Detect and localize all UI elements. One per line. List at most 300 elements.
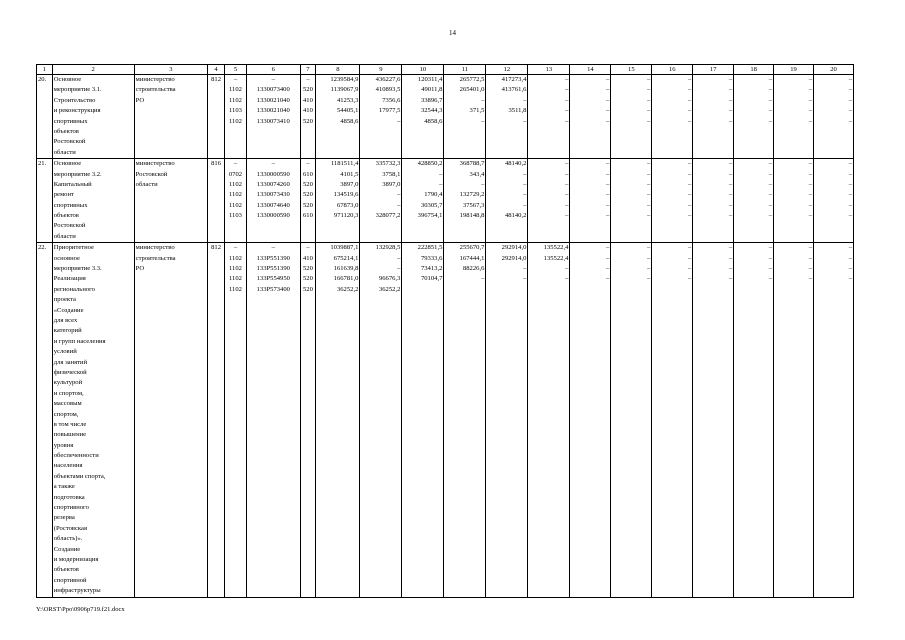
value-cell (734, 159, 774, 243)
value-line: 610 (302, 212, 313, 220)
value-line: – (523, 191, 527, 199)
executor-line: строительства (135, 86, 176, 94)
value-cell (402, 75, 444, 159)
value-line: – (687, 96, 692, 104)
activity-name-line: мероприятие 3.2. (53, 170, 102, 178)
value-line: 1330074640 (256, 201, 290, 209)
value-line: – (606, 265, 610, 273)
activity-name-line: области (53, 232, 76, 240)
value-line: – (397, 117, 401, 125)
activity-name-line: массовым (53, 400, 82, 408)
value-line: – (306, 244, 310, 252)
table-row (37, 75, 854, 159)
value-line: 1790,4 (424, 191, 443, 199)
header-cell: 7 (300, 65, 316, 75)
value-line: – (565, 201, 569, 209)
value-line: – (768, 107, 773, 115)
activity-name-line: спортивных (53, 201, 88, 209)
header-cell: 8 (316, 65, 360, 75)
value-cell (611, 159, 652, 243)
value-cell (486, 75, 528, 159)
value-line: – (808, 265, 812, 273)
activity-name-line: в том числе (53, 420, 87, 428)
value-cell (300, 159, 316, 243)
value-cell (316, 159, 360, 243)
value-line: – (687, 117, 692, 125)
value-line: – (687, 275, 692, 283)
value-line: – (728, 170, 733, 178)
value-line: – (728, 275, 733, 283)
value-line: 1102 (229, 265, 242, 273)
value-cell (360, 75, 402, 159)
value-cell (316, 243, 360, 597)
executor-line: министерство (135, 160, 175, 168)
value-line: – (848, 275, 852, 283)
value-line: – (848, 244, 852, 252)
header-cell: 5 (224, 65, 246, 75)
value-line: 428850,2 (417, 160, 443, 168)
activity-name-line: Капитальный (53, 180, 92, 188)
value-line: 265772,5 (459, 76, 485, 83)
value-line: 48140,2 (504, 212, 527, 220)
value-line: – (687, 244, 692, 252)
header-cell: 10 (402, 65, 444, 75)
value-cell (693, 75, 734, 159)
value-line: – (647, 86, 651, 94)
activity-name-line: мероприятие 3.1. (53, 86, 102, 94)
value-cell (652, 243, 693, 597)
activity-name-line: спортивного (53, 504, 89, 512)
row-number: 22. (37, 243, 53, 597)
header-cell: 20 (813, 65, 853, 75)
value-line: – (523, 180, 527, 188)
value-line: – (647, 180, 651, 188)
value-line: – (523, 117, 527, 125)
value-cell (528, 243, 570, 597)
value-line: – (848, 86, 852, 94)
header-cell: 11 (444, 65, 486, 75)
value-line: – (848, 170, 852, 178)
value-line: – (768, 180, 773, 188)
value-line: – (647, 170, 651, 178)
activity-name-line: Основное (53, 160, 82, 168)
value-line: 1330073430 (256, 191, 290, 199)
value-line: – (687, 107, 692, 115)
value-line: – (306, 160, 310, 168)
activity-name-line: для всех (53, 316, 78, 324)
value-line: – (728, 265, 733, 273)
activity-name-line: населения (53, 462, 83, 470)
activity-name-line: «Создание (53, 306, 84, 314)
activity-name-line: физической (53, 368, 87, 376)
value-line: – (606, 191, 610, 199)
value-line: – (808, 191, 812, 199)
value-line: – (606, 96, 610, 104)
value-line: – (606, 212, 610, 220)
activity-name-line: Реализация (53, 275, 86, 283)
value-line: – (523, 201, 527, 209)
value-line: – (306, 76, 310, 83)
value-cell (693, 243, 734, 597)
value-line: – (606, 275, 610, 283)
activity-name (52, 243, 134, 597)
value-cell (813, 159, 853, 243)
value-line: 265401,0 (459, 86, 485, 94)
value-line: – (728, 191, 733, 199)
value-cell (444, 159, 486, 243)
value-cell (224, 159, 246, 243)
value-line: – (768, 191, 773, 199)
value-line: – (728, 201, 733, 209)
value-line: – (728, 244, 733, 252)
activity-name-line: и модернизация (53, 555, 99, 563)
value-line: 610 (302, 170, 313, 178)
executor (134, 159, 208, 243)
activity-name-line: условий (53, 348, 77, 356)
value-line: 1103 (229, 107, 242, 115)
value-line: – (565, 212, 569, 220)
activity-name-line: Основное (53, 76, 82, 83)
activity-name-line: спортивной (53, 576, 87, 584)
value-line: 3897,0 (340, 180, 359, 188)
value-line: 520 (302, 86, 313, 94)
value-line: – (647, 117, 651, 125)
table-body (37, 65, 854, 598)
activity-name-line: для занятий (53, 358, 88, 366)
value-line: 1102 (229, 275, 242, 283)
value-cell (224, 243, 246, 597)
value-line: – (808, 180, 812, 188)
value-line: – (481, 117, 485, 125)
value-line: 167444,1 (459, 254, 485, 262)
value-line: 1330073410 (256, 117, 290, 125)
value-line: – (728, 117, 733, 125)
value-line: – (233, 244, 238, 252)
value-line: 1181511,4 (330, 160, 359, 168)
value-line: 134519,6 (333, 191, 359, 199)
activity-name-line: и реконструкция (53, 107, 101, 115)
value-line: – (808, 76, 812, 83)
value-line: 133Р573400 (256, 285, 290, 293)
value-cell (570, 159, 611, 243)
value-line: 675214,1 (333, 254, 359, 262)
value-line: – (606, 180, 610, 188)
value-line: 520 (302, 265, 313, 273)
activity-name-line: область)». (53, 535, 83, 543)
value-cell (734, 75, 774, 159)
value-cell (611, 243, 652, 597)
activity-name-line: и спортом, (53, 389, 84, 397)
value-line: – (481, 180, 485, 188)
value-line: – (647, 191, 651, 199)
activity-name-line: объектов (53, 566, 79, 574)
value-line: – (565, 96, 569, 104)
value-cell (813, 243, 853, 597)
value-line: – (768, 76, 773, 83)
value-line: 1102 (229, 117, 242, 125)
header-cell: 19 (774, 65, 814, 75)
value-line: – (728, 160, 733, 168)
value-line: 396754,1 (417, 212, 443, 220)
value-line: – (768, 170, 773, 178)
activity-name-line: повышение (53, 431, 87, 439)
value-line: 368788,7 (459, 160, 485, 168)
value-line: 96676,3 (378, 275, 401, 283)
value-line: – (848, 180, 852, 188)
value-line: 166781,0 (333, 275, 359, 283)
value-line (735, 285, 772, 295)
value-line: 413761,6 (501, 86, 527, 94)
value-line: 520 (302, 201, 313, 209)
value-line: 1330021040 (256, 96, 290, 104)
value-cell (734, 243, 774, 597)
value-line: 1330074260 (256, 180, 290, 188)
value-line: – (848, 107, 852, 115)
value-line: – (687, 201, 692, 209)
value-line: – (768, 212, 773, 220)
value-line: 1330073400 (256, 86, 290, 94)
value-line: – (647, 265, 651, 273)
value-line: – (687, 254, 692, 262)
activity-name-line: регионального (53, 285, 95, 293)
value-line: – (565, 191, 569, 199)
value-line: 410 (302, 254, 313, 262)
activity-name-line: и групп населения (53, 337, 106, 345)
value-line: 4858,6 (424, 117, 443, 125)
value-line: 520 (302, 191, 313, 199)
activity-name-line: Ростовской (53, 138, 86, 146)
value-line: – (565, 86, 569, 94)
value-line: – (687, 212, 692, 220)
activity-name (52, 159, 134, 243)
value-line: – (481, 96, 485, 104)
value-line: 520 (302, 275, 313, 283)
activity-name-line: области (53, 148, 76, 156)
value-line (653, 285, 691, 295)
value-line: 4101,5 (340, 170, 359, 178)
value-line: – (523, 275, 527, 283)
header-cell: 9 (360, 65, 402, 75)
value-line: – (848, 265, 852, 273)
value-line: – (808, 201, 812, 209)
value-line: – (728, 86, 733, 94)
grbs-code: 812 (208, 243, 225, 597)
value-line: – (848, 212, 852, 220)
value-cell (247, 159, 301, 243)
value-line: – (768, 265, 773, 273)
value-line: 1330000590 (256, 170, 290, 178)
value-line: – (848, 96, 852, 104)
value-line: – (523, 170, 527, 178)
value-cell (486, 243, 528, 597)
value-line: – (523, 96, 527, 104)
activity-name-line: резерва (53, 514, 75, 522)
activity-name-line: (Ростовская (53, 524, 87, 532)
header-cell: 12 (486, 65, 528, 75)
value-line (571, 285, 609, 295)
value-line: 520 (302, 180, 313, 188)
executor-line: области (135, 180, 158, 188)
value-line: – (687, 180, 692, 188)
value-cell (300, 75, 316, 159)
value-line: – (687, 265, 692, 273)
table-row (37, 159, 854, 243)
value-line: – (481, 275, 485, 283)
executor (134, 75, 208, 159)
value-line: 161639,8 (333, 265, 359, 273)
value-line: – (606, 107, 610, 115)
activity-name-line: проекта (53, 296, 76, 304)
value-cell (247, 243, 301, 597)
value-line: – (647, 201, 651, 209)
value-line: – (768, 160, 773, 168)
header-cell: 16 (652, 65, 693, 75)
value-line: – (808, 275, 812, 283)
value-line: – (606, 76, 610, 83)
executor-line: Ростовской (135, 170, 168, 178)
grbs-code: 812 (208, 75, 225, 159)
value-line: 328077,2 (375, 212, 401, 220)
value-cell (652, 75, 693, 159)
value-line: – (647, 107, 651, 115)
value-line: – (397, 201, 401, 209)
value-cell (402, 159, 444, 243)
value-cell (813, 75, 853, 159)
value-line: 32544,3 (420, 107, 443, 115)
value-line: – (808, 244, 812, 252)
value-line: 133Р551390 (256, 254, 290, 262)
activity-name-line: спортом, (53, 410, 79, 418)
value-line: 73413,2 (420, 265, 443, 273)
value-line: – (397, 265, 401, 273)
value-line: 1102 (229, 201, 242, 209)
value-line: – (647, 275, 651, 283)
value-line: – (647, 160, 651, 168)
value-line: 4858,6 (340, 117, 359, 125)
value-line: 3897,0 (382, 180, 401, 188)
value-line: – (808, 160, 812, 168)
value-line: – (565, 160, 569, 168)
value-line: – (728, 107, 733, 115)
activity-name-line: Строительство (53, 96, 96, 104)
value-line: – (728, 76, 733, 83)
value-cell (774, 75, 814, 159)
value-line: – (271, 244, 275, 252)
value-line: – (233, 76, 238, 83)
header-row (37, 65, 854, 75)
value-cell (528, 75, 570, 159)
value-line: 133Р554950 (256, 275, 290, 283)
value-line: 292914,0 (501, 244, 527, 252)
value-line: – (808, 212, 812, 220)
value-line: – (647, 76, 651, 83)
value-cell (402, 243, 444, 597)
value-line: 222851,5 (417, 244, 443, 252)
executor-line: министерство (135, 76, 175, 83)
value-line (775, 285, 812, 295)
value-cell (300, 243, 316, 597)
activity-name-line: ремонт (53, 191, 74, 199)
value-line: 1102 (229, 96, 242, 104)
value-line: – (606, 117, 610, 125)
value-cell (652, 159, 693, 243)
activity-name-line: уровня (53, 441, 74, 449)
value-line: – (606, 254, 610, 262)
value-line: – (606, 160, 610, 168)
value-line: – (647, 212, 651, 220)
value-cell (224, 75, 246, 159)
value-line: – (848, 191, 852, 199)
value-line: – (439, 170, 443, 178)
activity-name-line: культурой (53, 379, 83, 387)
header-cell: 3 (134, 65, 208, 75)
value-line: – (687, 170, 692, 178)
activity-name-line: основное (53, 254, 80, 262)
value-line: – (808, 86, 812, 94)
value-line: 1102 (229, 254, 242, 262)
activity-name (52, 75, 134, 159)
value-line: 41253,3 (336, 96, 359, 104)
activity-name-line: объектов (53, 127, 79, 135)
executor-line: строительства (135, 254, 176, 262)
value-line: – (565, 170, 569, 178)
value-line: 0702 (228, 170, 243, 178)
file-path-footer: Y:\ORST\Ppo\0906p719.f21.docx (36, 606, 125, 613)
value-line: – (647, 254, 651, 262)
value-cell (774, 243, 814, 597)
value-line: 371,5 (469, 107, 485, 115)
value-line: 255670,7 (459, 244, 485, 252)
page-number: 14 (449, 29, 456, 37)
executor (134, 243, 208, 597)
value-line: – (606, 244, 610, 252)
value-line: 343,4 (469, 170, 485, 178)
value-line: 36252,2 (336, 285, 359, 293)
value-line (403, 285, 442, 295)
value-line: – (565, 76, 569, 83)
value-line: – (565, 180, 569, 188)
value-line: 36252,2 (378, 285, 401, 293)
value-cell (444, 75, 486, 159)
activity-name-line: Приоритетное (53, 244, 94, 252)
value-line: – (848, 117, 852, 125)
value-line: 1330000590 (256, 212, 290, 220)
value-line: – (768, 201, 773, 209)
activity-name-line: подготовка (53, 493, 85, 501)
value-line: 520 (302, 285, 313, 293)
value-line: 135522,4 (543, 244, 569, 252)
value-cell (570, 243, 611, 597)
value-line (612, 285, 650, 295)
value-line: 1239584,9 (330, 76, 359, 83)
value-cell (316, 75, 360, 159)
value-line: – (848, 254, 852, 262)
value-line: 417273,4 (501, 76, 527, 83)
value-line: – (848, 201, 852, 209)
value-line: 7356,6 (382, 96, 401, 104)
header-cell: 18 (734, 65, 774, 75)
value-line: – (606, 170, 610, 178)
value-line: 3758,1 (382, 170, 401, 178)
activity-name-line: мероприятие 3.3. (53, 265, 102, 273)
header-cell: 13 (528, 65, 570, 75)
value-line: – (728, 212, 733, 220)
value-line: – (271, 76, 275, 83)
executor-line: РО (135, 96, 145, 104)
value-line: 1102 (229, 285, 242, 293)
value-line: – (565, 275, 569, 283)
value-line: 1102 (229, 86, 242, 94)
